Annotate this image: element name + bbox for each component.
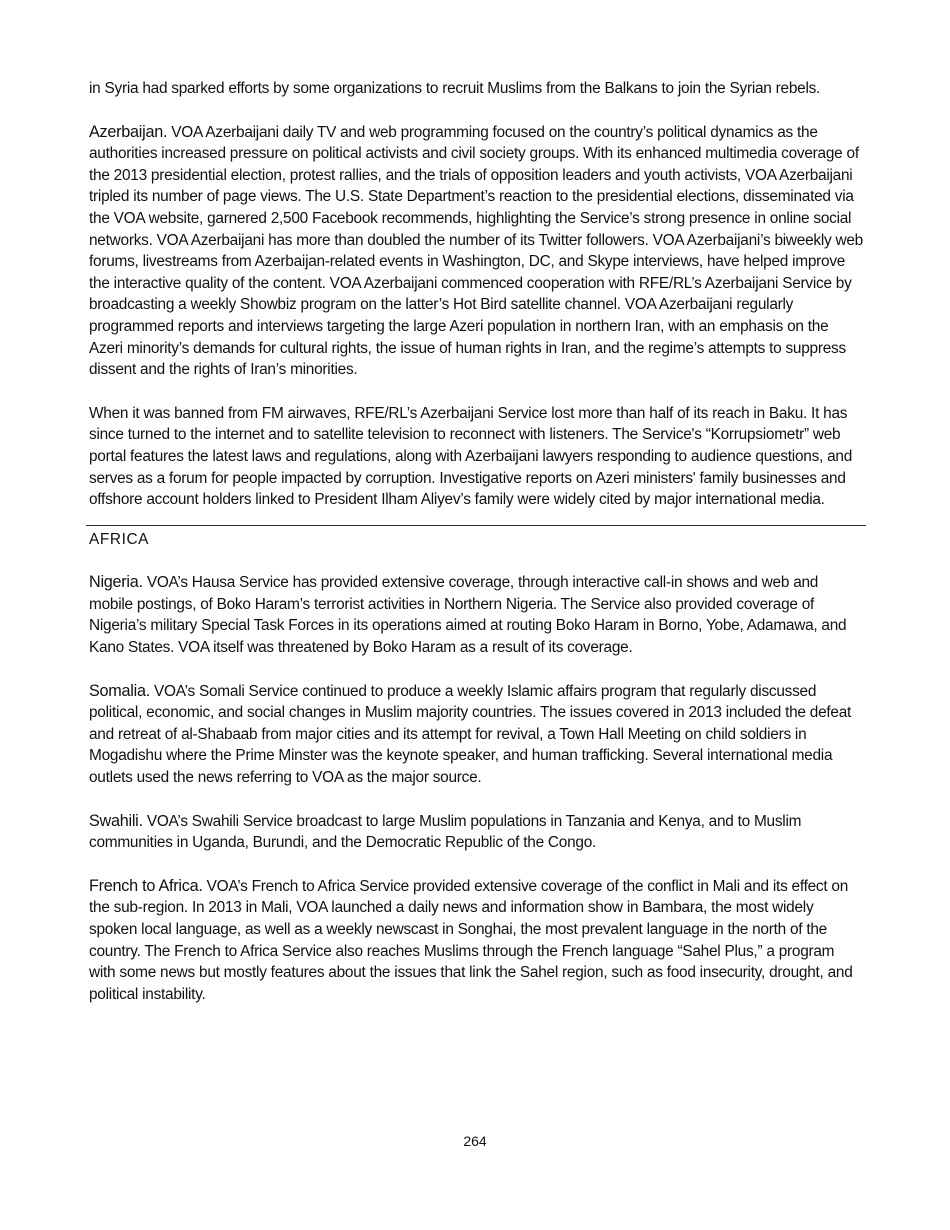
- somalia-body: VOA’s Somali Service continued to produce a weekly Islamic affairs program that regularly discussed political, economic, and social changes in Muslim majority countries. The issues covered in 2013 included the defeat and retreat of al-Shabaab from major cities and its attempt for revival, a Town Hall Meeting on child soldiers in Mogadishu where the Prime Minster was the keynote speaker, and human trafficking. Several international media outlets used the news referring to VOA as the major source.: [89, 682, 852, 787]
- nigeria-run-in-heading: Nigeria.: [89, 573, 143, 592]
- french-run-in-heading: French to Africa.: [89, 876, 203, 895]
- paragraph-syria-continuation: in Syria had sparked efforts by some organizations to recruit Muslims from the Balkans to join the Syrian rebels.: [89, 80, 821, 97]
- french-body: VOA’s French to Africa Service provided extensive coverage of the conflict in Mali and its effect on the sub-region. In 2013 in Mali, VOA launched a daily news and information show in Bambara, the most widely spoken local language, as well as a weekly newscast in Songhai, the most prevalent language in the north of the country. The French to Africa Service also reaches Muslims through the French language “Sahel Plus,” a program with some news but mostly features about the issues that link the Sahel region, such as food insecurity, drought, and political instability.: [89, 877, 853, 1003]
- somalia-run-in-heading: Somalia.: [89, 681, 150, 700]
- paragraph-swahili: [89, 811, 863, 854]
- swahili-body: VOA’s Swahili Service broadcast to large Muslim populations in Tanzania and Kenya, and to Muslim communities in Uganda, Burundi, and the Democratic Republic of the Congo.: [89, 812, 802, 852]
- paragraph-somalia: [89, 681, 863, 789]
- section-divider: [86, 525, 866, 526]
- nigeria-body: VOA’s Hausa Service has provided extensive coverage, through interactive call-in shows and web and mobile postings, of Boko Haram’s terrorist activities in Northern Nigeria. The Service also provided coverage of Nigeria’s military Special Task Forces in its operations aimed at routing Boko Haram in Borno, Yobe, Adamawa, and Kano States. VOA itself was threatened by Boko Haram as a result of its coverage.: [89, 574, 847, 657]
- paragraph-french-to-africa: [89, 876, 863, 1006]
- paragraph-rferl-azerbaijani: When it was banned from FM airwaves, RFE/RL’s Azerbaijani Service lost more than half of its reach in Baku. It has since turned to the internet and to satellite television to reconnect with listeners. The Service's “Korrupsiometr” web portal features the latest laws and regulations, along with Azerbaijani lawyers responding to audience questions, and serves as a forum for people impacted by corruption. Investigative reports on Azeri ministers' family businesses and offshore account holders linked to President Ilham Aliyev’s family were widely cited by major international media.: [89, 404, 853, 509]
- paragraph-nigeria: [89, 572, 863, 658]
- paragraph-azerbaijan: [89, 122, 863, 381]
- page-number: 264: [463, 1133, 487, 1149]
- section-heading-africa: AFRICA: [89, 530, 150, 548]
- azerbaijan-body: VOA Azerbaijani daily TV and web programming focused on the country’s political dynamics as the authorities increased pressure on political activists and civil society groups. With its enhanced multimedia coverage of the 2013 presidential election, protest rallies, and the trials of opposition leaders and youth activists, VOA Azerbaijani tripled its number of page views. The U.S. State Department’s reaction to the presidential elections, disseminated via the VOA website, garnered 2,500 Facebook recommends, highlighting the Service’s strong presence in online social networks. VOA Azerbaijani has more than doubled the number of its Twitter followers. VOA Azerbaijani’s biweekly web forums, livestreams from Azerbaijan-related events in Washington, DC, and Skype interviews, have helped improve the interactive quality of the content. VOA Azerbaijani commenced cooperation with RFE/RL’s Azerbaijani Service by broadcasting a weekly Showbiz program on the latter’s Hot Bird satellite channel. VOA Azerbaijani regularly programmed reports and interviews targeting the large Azeri population in northern Iran, with an emphasis on the Azeri minority’s demands for cultural rights, the issue of human rights in Iran, and the regime’s attempts to suppress dissent and the rights of Iran’s minorities.: [89, 123, 863, 379]
- document-body: [89, 78, 863, 1005]
- swahili-run-in-heading: Swahili.: [89, 811, 143, 830]
- azerbaijan-run-in-heading: Azerbaijan.: [89, 122, 168, 141]
